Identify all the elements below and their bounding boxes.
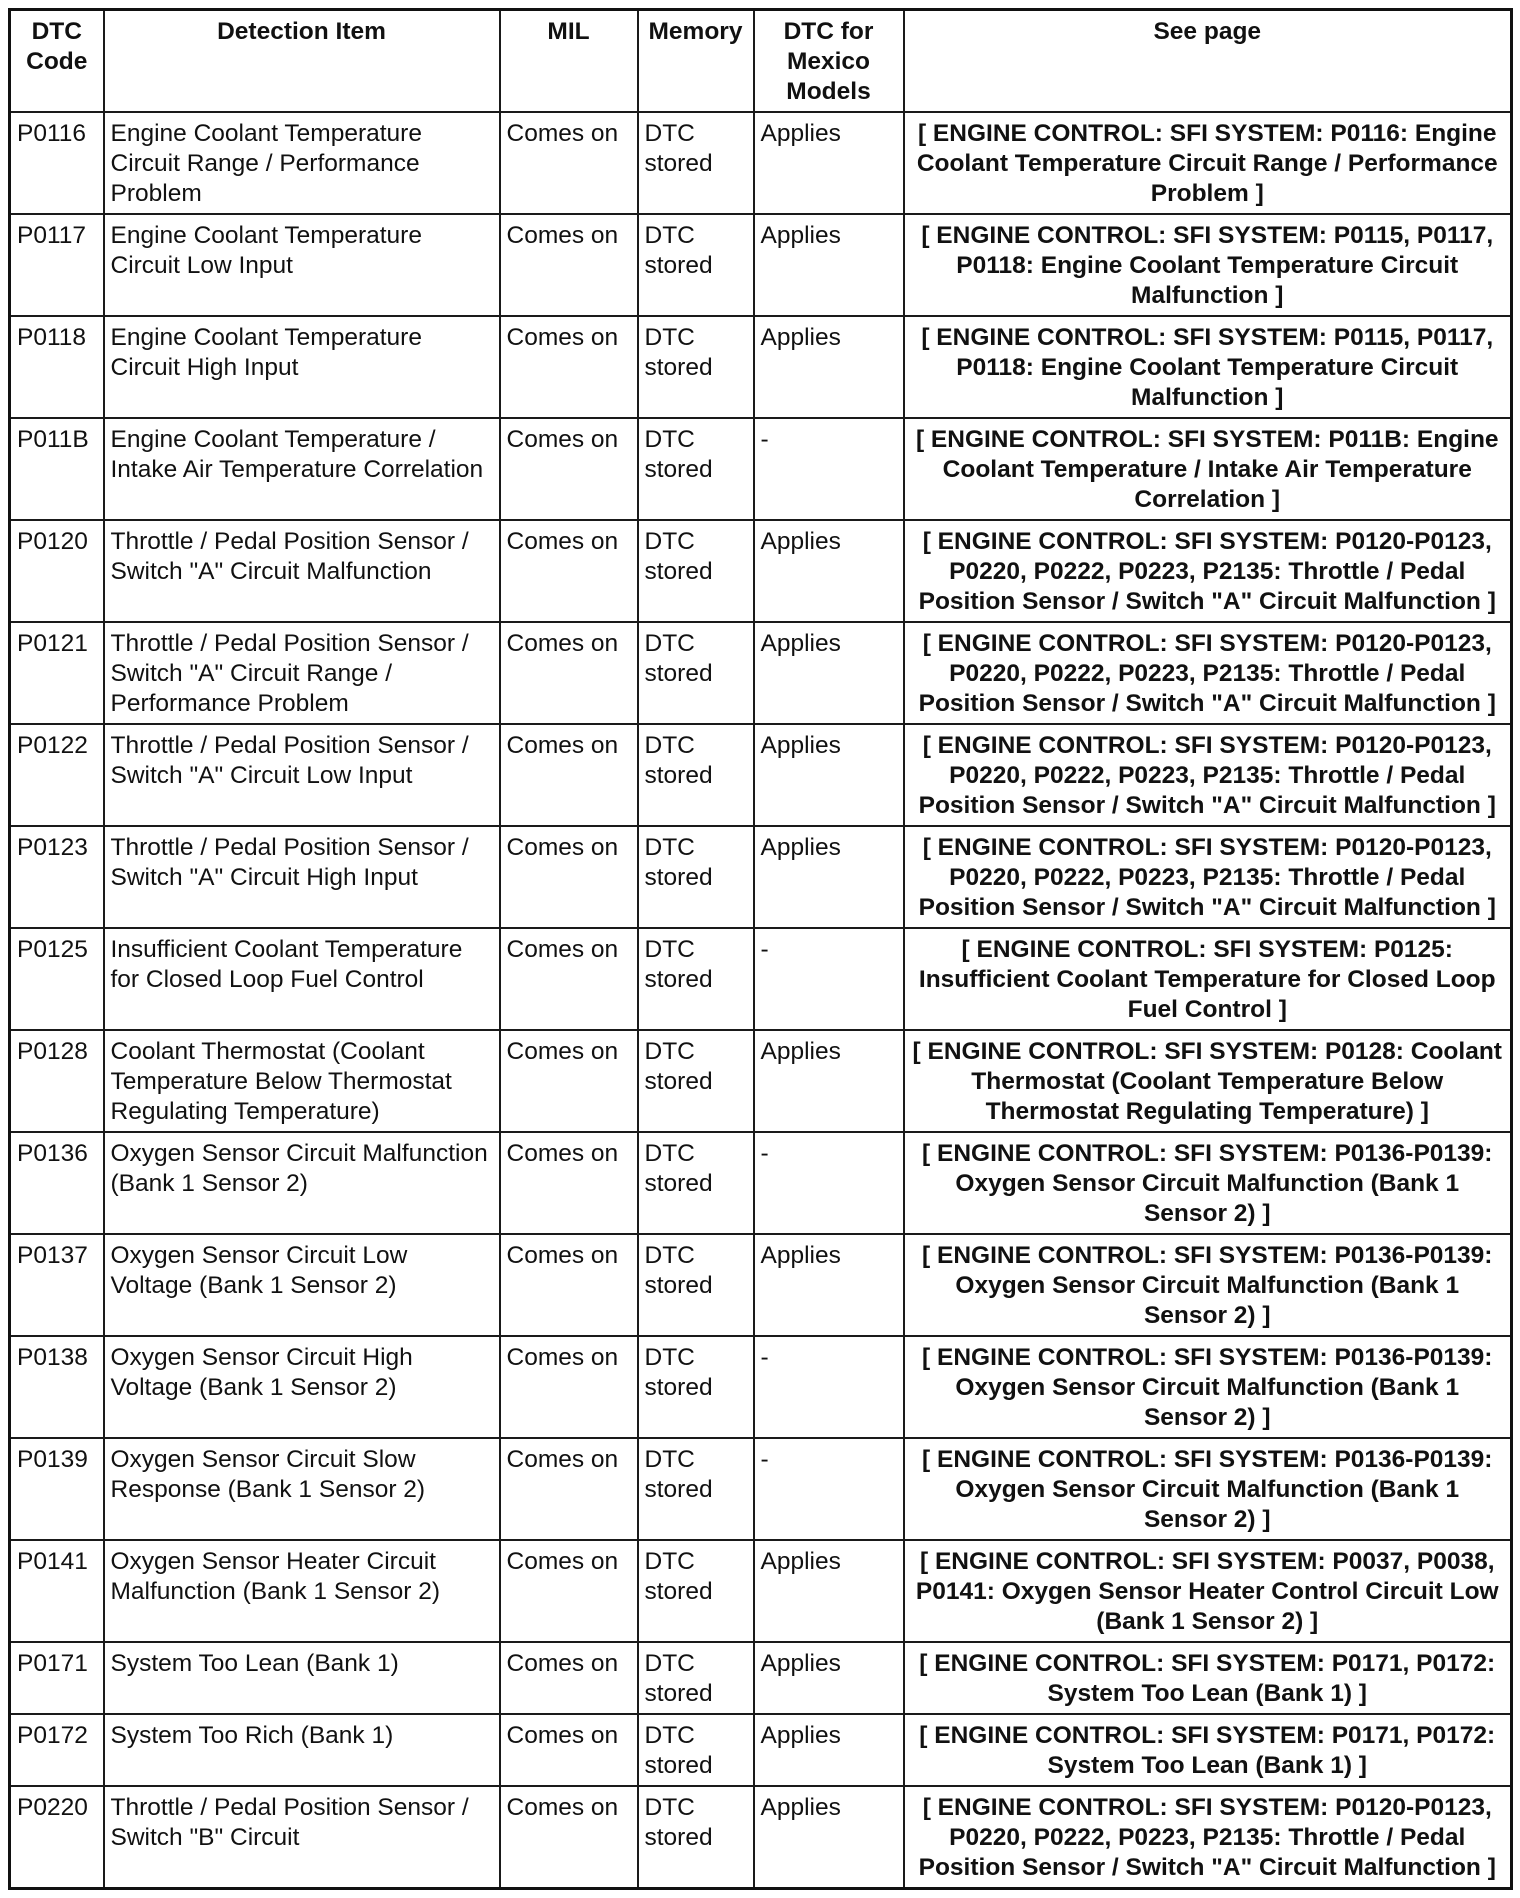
memory-cell: DTC stored xyxy=(638,1786,754,1889)
dtc-code-cell: P0120 xyxy=(10,520,104,622)
detection-item-cell: Coolant Thermostat (Coolant Temperature Below Thermostat Regulating Temperature) xyxy=(104,1030,500,1132)
see-page-link: [ ENGINE CONTROL: SFI SYSTEM: P0120-P0123, P0220, P0222, P0223, P2135: Throttle / Pedal Position Sensor / Switch "A" Circuit Malfunction ] xyxy=(904,724,1512,826)
memory-cell: DTC stored xyxy=(638,1336,754,1438)
detection-item-cell: Throttle / Pedal Position Sensor / Switch "A" Circuit Low Input xyxy=(104,724,500,826)
detection-item-cell: Throttle / Pedal Position Sensor / Switch "A" Circuit Range / Performance Problem xyxy=(104,622,500,724)
see-page-link: [ ENGINE CONTROL: SFI SYSTEM: P011B: Engine Coolant Temperature / Intake Air Temperature Correlation ] xyxy=(904,418,1512,520)
mexico-models-cell: - xyxy=(754,1438,904,1540)
memory-cell: DTC stored xyxy=(638,1714,754,1786)
memory-cell: DTC stored xyxy=(638,418,754,520)
mil-cell: Comes on xyxy=(500,1786,638,1889)
detection-item-cell: Insufficient Coolant Temperature for Closed Loop Fuel Control xyxy=(104,928,500,1030)
dtc-code-cell: P0125 xyxy=(10,928,104,1030)
table-row xyxy=(10,1030,1512,1132)
memory-cell: DTC stored xyxy=(638,316,754,418)
table-row xyxy=(10,1438,1512,1540)
mil-cell: Comes on xyxy=(500,316,638,418)
detection-item-cell: Engine Coolant Temperature Circuit Range / Performance Problem xyxy=(104,112,500,214)
mexico-models-cell: Applies xyxy=(754,1786,904,1889)
table-row xyxy=(10,724,1512,826)
mil-cell: Comes on xyxy=(500,826,638,928)
mil-cell: Comes on xyxy=(500,1234,638,1336)
dtc-code-cell: P0128 xyxy=(10,1030,104,1132)
mexico-models-cell: - xyxy=(754,418,904,520)
detection-item-cell: System Too Rich (Bank 1) xyxy=(104,1714,500,1786)
mil-cell: Comes on xyxy=(500,1030,638,1132)
mexico-models-cell: - xyxy=(754,1336,904,1438)
table-row xyxy=(10,928,1512,1030)
mexico-models-cell: Applies xyxy=(754,112,904,214)
see-page-link: [ ENGINE CONTROL: SFI SYSTEM: P0120-P0123, P0220, P0222, P0223, P2135: Throttle / Pedal Position Sensor / Switch "A" Circuit Malfunction ] xyxy=(904,1786,1512,1889)
memory-cell: DTC stored xyxy=(638,1540,754,1642)
detection-item-cell: Oxygen Sensor Circuit High Voltage (Bank 1 Sensor 2) xyxy=(104,1336,500,1438)
memory-cell: DTC stored xyxy=(638,928,754,1030)
dtc-code-cell: P0121 xyxy=(10,622,104,724)
dtc-code-cell: P0122 xyxy=(10,724,104,826)
table-row xyxy=(10,1234,1512,1336)
memory-cell: DTC stored xyxy=(638,214,754,316)
detection-item-cell: Throttle / Pedal Position Sensor / Switch "A" Circuit High Input xyxy=(104,826,500,928)
mil-cell: Comes on xyxy=(500,1540,638,1642)
table-body xyxy=(10,112,1512,1889)
table-row xyxy=(10,112,1512,214)
table-row xyxy=(10,826,1512,928)
see-page-link: [ ENGINE CONTROL: SFI SYSTEM: P0120-P0123, P0220, P0222, P0223, P2135: Throttle / Pedal Position Sensor / Switch "A" Circuit Malfunction ] xyxy=(904,622,1512,724)
memory-cell: DTC stored xyxy=(638,1030,754,1132)
detection-item-cell: Oxygen Sensor Circuit Low Voltage (Bank 1 Sensor 2) xyxy=(104,1234,500,1336)
mexico-models-cell: - xyxy=(754,1132,904,1234)
table-row xyxy=(10,1714,1512,1786)
header-memory: Memory xyxy=(638,10,754,113)
mil-cell: Comes on xyxy=(500,928,638,1030)
detection-item-cell: Throttle / Pedal Position Sensor / Switch "A" Circuit Malfunction xyxy=(104,520,500,622)
detection-item-cell: System Too Lean (Bank 1) xyxy=(104,1642,500,1714)
header-row xyxy=(10,10,1512,113)
memory-cell: DTC stored xyxy=(638,1132,754,1234)
dtc-code-cell: P0172 xyxy=(10,1714,104,1786)
memory-cell: DTC stored xyxy=(638,112,754,214)
table-row xyxy=(10,622,1512,724)
dtc-table xyxy=(8,8,1513,1890)
detection-item-cell: Engine Coolant Temperature / Intake Air Temperature Correlation xyxy=(104,418,500,520)
header-mil: MIL xyxy=(500,10,638,113)
table-row xyxy=(10,1132,1512,1234)
mil-cell: Comes on xyxy=(500,418,638,520)
memory-cell: DTC stored xyxy=(638,724,754,826)
see-page-link: [ ENGINE CONTROL: SFI SYSTEM: P0115, P0117, P0118: Engine Coolant Temperature Circuit Malfunction ] xyxy=(904,214,1512,316)
see-page-link: [ ENGINE CONTROL: SFI SYSTEM: P0171, P0172: System Too Lean (Bank 1) ] xyxy=(904,1714,1512,1786)
dtc-code-cell: P011B xyxy=(10,418,104,520)
mexico-models-cell: Applies xyxy=(754,214,904,316)
mil-cell: Comes on xyxy=(500,112,638,214)
dtc-code-cell: P0139 xyxy=(10,1438,104,1540)
detection-item-cell: Oxygen Sensor Heater Circuit Malfunction (Bank 1 Sensor 2) xyxy=(104,1540,500,1642)
mexico-models-cell: Applies xyxy=(754,1540,904,1642)
mil-cell: Comes on xyxy=(500,214,638,316)
see-page-link: [ ENGINE CONTROL: SFI SYSTEM: P0128: Coolant Thermostat (Coolant Temperature Below Thermostat Regulating Temperature) ] xyxy=(904,1030,1512,1132)
mexico-models-cell: Applies xyxy=(754,724,904,826)
mexico-models-cell: Applies xyxy=(754,1714,904,1786)
mil-cell: Comes on xyxy=(500,622,638,724)
dtc-code-cell: P0136 xyxy=(10,1132,104,1234)
table-row xyxy=(10,1540,1512,1642)
mexico-models-cell: Applies xyxy=(754,826,904,928)
table-row xyxy=(10,214,1512,316)
dtc-code-cell: P0141 xyxy=(10,1540,104,1642)
dtc-code-cell: P0220 xyxy=(10,1786,104,1889)
mexico-models-cell: Applies xyxy=(754,1234,904,1336)
see-page-link: [ ENGINE CONTROL: SFI SYSTEM: P0116: Engine Coolant Temperature Circuit Range / Performance Problem ] xyxy=(904,112,1512,214)
dtc-code-cell: P0123 xyxy=(10,826,104,928)
table-row xyxy=(10,520,1512,622)
see-page-link: [ ENGINE CONTROL: SFI SYSTEM: P0115, P0117, P0118: Engine Coolant Temperature Circuit Malfunction ] xyxy=(904,316,1512,418)
memory-cell: DTC stored xyxy=(638,622,754,724)
mexico-models-cell: Applies xyxy=(754,520,904,622)
memory-cell: DTC stored xyxy=(638,1642,754,1714)
detection-item-cell: Engine Coolant Temperature Circuit High Input xyxy=(104,316,500,418)
detection-item-cell: Throttle / Pedal Position Sensor / Switch "B" Circuit xyxy=(104,1786,500,1889)
header-mexico-models: DTC for Mexico Models xyxy=(754,10,904,113)
mexico-models-cell: Applies xyxy=(754,316,904,418)
memory-cell: DTC stored xyxy=(638,1234,754,1336)
memory-cell: DTC stored xyxy=(638,826,754,928)
table-row xyxy=(10,316,1512,418)
see-page-link: [ ENGINE CONTROL: SFI SYSTEM: P0136-P0139: Oxygen Sensor Circuit Malfunction (Bank 1 Sensor 2) ] xyxy=(904,1336,1512,1438)
mil-cell: Comes on xyxy=(500,1714,638,1786)
detection-item-cell: Oxygen Sensor Circuit Malfunction (Bank 1 Sensor 2) xyxy=(104,1132,500,1234)
table-row xyxy=(10,1642,1512,1714)
table-row xyxy=(10,1336,1512,1438)
mexico-models-cell: Applies xyxy=(754,1030,904,1132)
table-row xyxy=(10,1786,1512,1889)
mil-cell: Comes on xyxy=(500,1336,638,1438)
header-detection-item: Detection Item xyxy=(104,10,500,113)
dtc-code-cell: P0118 xyxy=(10,316,104,418)
see-page-link: [ ENGINE CONTROL: SFI SYSTEM: P0136-P0139: Oxygen Sensor Circuit Malfunction (Bank 1 Sensor 2) ] xyxy=(904,1438,1512,1540)
dtc-code-cell: P0171 xyxy=(10,1642,104,1714)
mexico-models-cell: Applies xyxy=(754,1642,904,1714)
mil-cell: Comes on xyxy=(500,724,638,826)
dtc-code-cell: P0137 xyxy=(10,1234,104,1336)
table-row xyxy=(10,418,1512,520)
mil-cell: Comes on xyxy=(500,1132,638,1234)
table-header xyxy=(10,10,1512,113)
see-page-link: [ ENGINE CONTROL: SFI SYSTEM: P0037, P0038, P0141: Oxygen Sensor Heater Control Circuit Low (Bank 1 Sensor 2) ] xyxy=(904,1540,1512,1642)
mexico-models-cell: Applies xyxy=(754,622,904,724)
memory-cell: DTC stored xyxy=(638,1438,754,1540)
header-see-page: See page xyxy=(904,10,1512,113)
mil-cell: Comes on xyxy=(500,1438,638,1540)
see-page-link: [ ENGINE CONTROL: SFI SYSTEM: P0136-P0139: Oxygen Sensor Circuit Malfunction (Bank 1 Sensor 2) ] xyxy=(904,1132,1512,1234)
dtc-code-cell: P0116 xyxy=(10,112,104,214)
mil-cell: Comes on xyxy=(500,520,638,622)
see-page-link: [ ENGINE CONTROL: SFI SYSTEM: P0171, P0172: System Too Lean (Bank 1) ] xyxy=(904,1642,1512,1714)
see-page-link: [ ENGINE CONTROL: SFI SYSTEM: P0136-P0139: Oxygen Sensor Circuit Malfunction (Bank 1 Sensor 2) ] xyxy=(904,1234,1512,1336)
see-page-link: [ ENGINE CONTROL: SFI SYSTEM: P0120-P0123, P0220, P0222, P0223, P2135: Throttle / Pedal Position Sensor / Switch "A" Circuit Malfunction ] xyxy=(904,826,1512,928)
memory-cell: DTC stored xyxy=(638,520,754,622)
see-page-link: [ ENGINE CONTROL: SFI SYSTEM: P0120-P0123, P0220, P0222, P0223, P2135: Throttle / Pedal Position Sensor / Switch "A" Circuit Malfunction ] xyxy=(904,520,1512,622)
dtc-code-cell: P0138 xyxy=(10,1336,104,1438)
detection-item-cell: Oxygen Sensor Circuit Slow Response (Bank 1 Sensor 2) xyxy=(104,1438,500,1540)
header-dtc-code: DTC Code xyxy=(10,10,104,113)
dtc-code-cell: P0117 xyxy=(10,214,104,316)
mil-cell: Comes on xyxy=(500,1642,638,1714)
mexico-models-cell: - xyxy=(754,928,904,1030)
see-page-link: [ ENGINE CONTROL: SFI SYSTEM: P0125: Insufficient Coolant Temperature for Closed Loop Fuel Control ] xyxy=(904,928,1512,1030)
detection-item-cell: Engine Coolant Temperature Circuit Low Input xyxy=(104,214,500,316)
